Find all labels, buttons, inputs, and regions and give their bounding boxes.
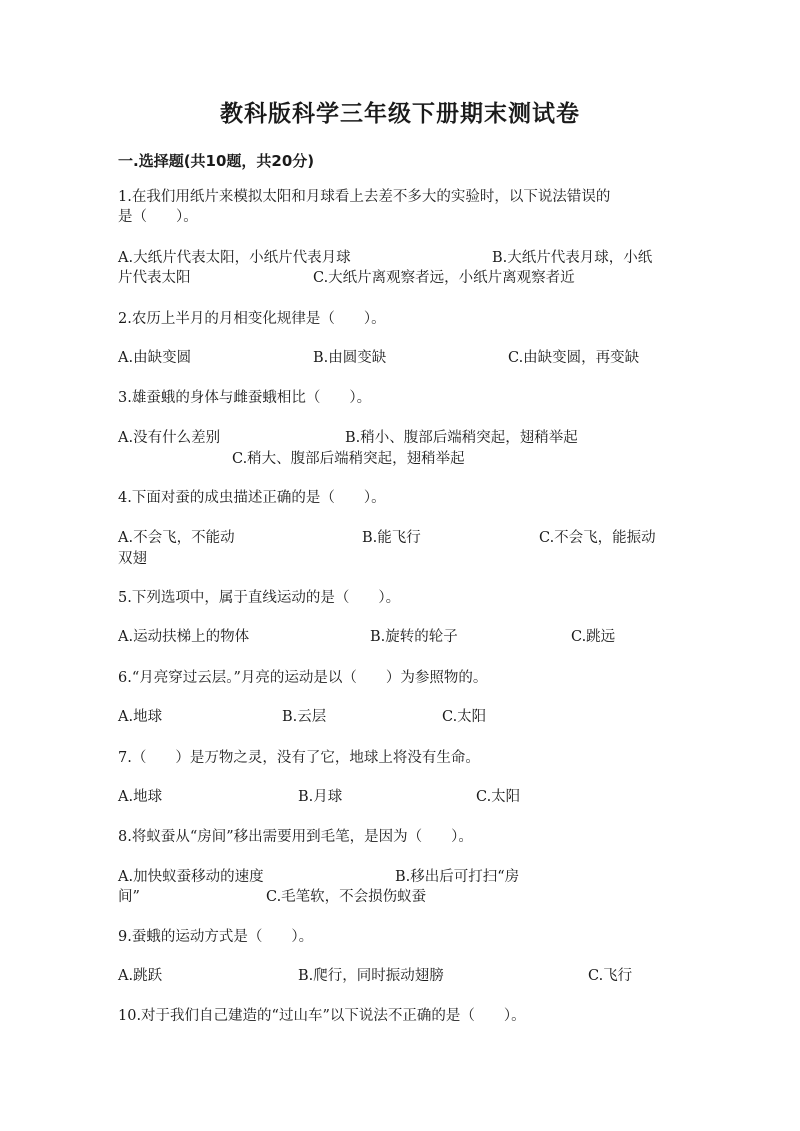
question-1-stem-line-1: 1.在我们用纸片来模拟太阳和月球看上去差不多大的实验时，以下说法错误的 xyxy=(118,189,611,205)
question-5-option-b: B.旋转的轮子 xyxy=(370,629,458,645)
question-6-stem: 6.“月亮穿过云层。”月亮的运动是以（ ）为参照物的。 xyxy=(118,670,488,686)
question-3-option-b: B.稍小、腹部后端稍突起，翅稍举起 xyxy=(345,430,578,446)
question-9-stem: 9.蚕蛾的运动方式是（ ）。 xyxy=(118,929,314,945)
question-4-option-c: C.不会飞，能振动 xyxy=(539,530,656,546)
question-2-option-b: B.由圆变缺 xyxy=(313,350,387,366)
question-2-stem: 2.农历上半月的月相变化规律是（ ）。 xyxy=(118,311,386,327)
question-1-option-a: A.大纸片代表太阳，小纸片代表月球 xyxy=(118,250,351,266)
question-1-stem-line-2: 是（ ）。 xyxy=(118,209,198,225)
question-1-option-b-cont: 片代表太阳 xyxy=(118,270,191,286)
question-6-option-c: C.太阳 xyxy=(442,709,487,725)
question-4-stem: 4.下面对蚕的成虫描述正确的是（ ）。 xyxy=(118,490,386,506)
question-8-option-b: B.移出后可打扫“房 xyxy=(395,869,520,885)
question-6-option-a: A.地球 xyxy=(118,709,163,725)
page-title: 教科版科学三年级下册期末测试卷 xyxy=(220,101,580,127)
question-3-stem: 3.雄蚕蛾的身体与雌蚕蛾相比（ ）。 xyxy=(118,390,372,406)
question-7-option-b: B.月球 xyxy=(298,789,343,805)
section-heading: 一.选择题(共10题，共20分) xyxy=(118,152,315,170)
question-10-stem: 10.对于我们自己建造的“过山车”以下说法不正确的是（ ）。 xyxy=(118,1008,526,1024)
question-4-option-b: B.能飞行 xyxy=(362,530,421,546)
question-7-option-c: C.太阳 xyxy=(476,789,521,805)
question-9-option-c: C.飞行 xyxy=(588,968,633,984)
question-7-stem: 7.（ ）是万物之灵，没有了它，地球上将没有生命。 xyxy=(118,750,480,766)
question-3-option-a: A.没有什么差别 xyxy=(118,430,221,446)
question-8-option-c: C.毛笔软，不会损伤蚁蚕 xyxy=(266,889,427,905)
question-4-option-c-cont: 双翅 xyxy=(118,551,147,567)
question-1-option-c: C.大纸片离观察者远，小纸片离观察者近 xyxy=(313,270,575,286)
question-4-option-a: A.不会飞，不能动 xyxy=(118,530,235,546)
question-8-option-b-cont: 间” xyxy=(118,889,140,905)
question-5-option-c: C.跳远 xyxy=(571,629,616,645)
question-2-option-c: C.由缺变圆，再变缺 xyxy=(508,350,640,366)
question-8-stem: 8.将蚁蚕从“房间”移出需要用到毛笔，是因为（ ）。 xyxy=(118,829,473,845)
question-2-option-a: A.由缺变圆 xyxy=(118,350,192,366)
question-3-option-c: C.稍大、腹部后端稍突起，翅稍举起 xyxy=(232,451,465,467)
question-5-option-a: A.运动扶梯上的物体 xyxy=(118,629,250,645)
question-8-option-a: A.加快蚁蚕移动的速度 xyxy=(118,869,264,885)
question-6-option-b: B.云层 xyxy=(282,709,327,725)
question-7-option-a: A.地球 xyxy=(118,789,163,805)
question-5-stem: 5.下列选项中，属于直线运动的是（ ）。 xyxy=(118,590,401,606)
question-9-option-b: B.爬行，同时振动翅膀 xyxy=(298,968,444,984)
question-9-option-a: A.跳跃 xyxy=(118,968,163,984)
question-1-option-b: B.大纸片代表月球，小纸 xyxy=(492,250,653,266)
